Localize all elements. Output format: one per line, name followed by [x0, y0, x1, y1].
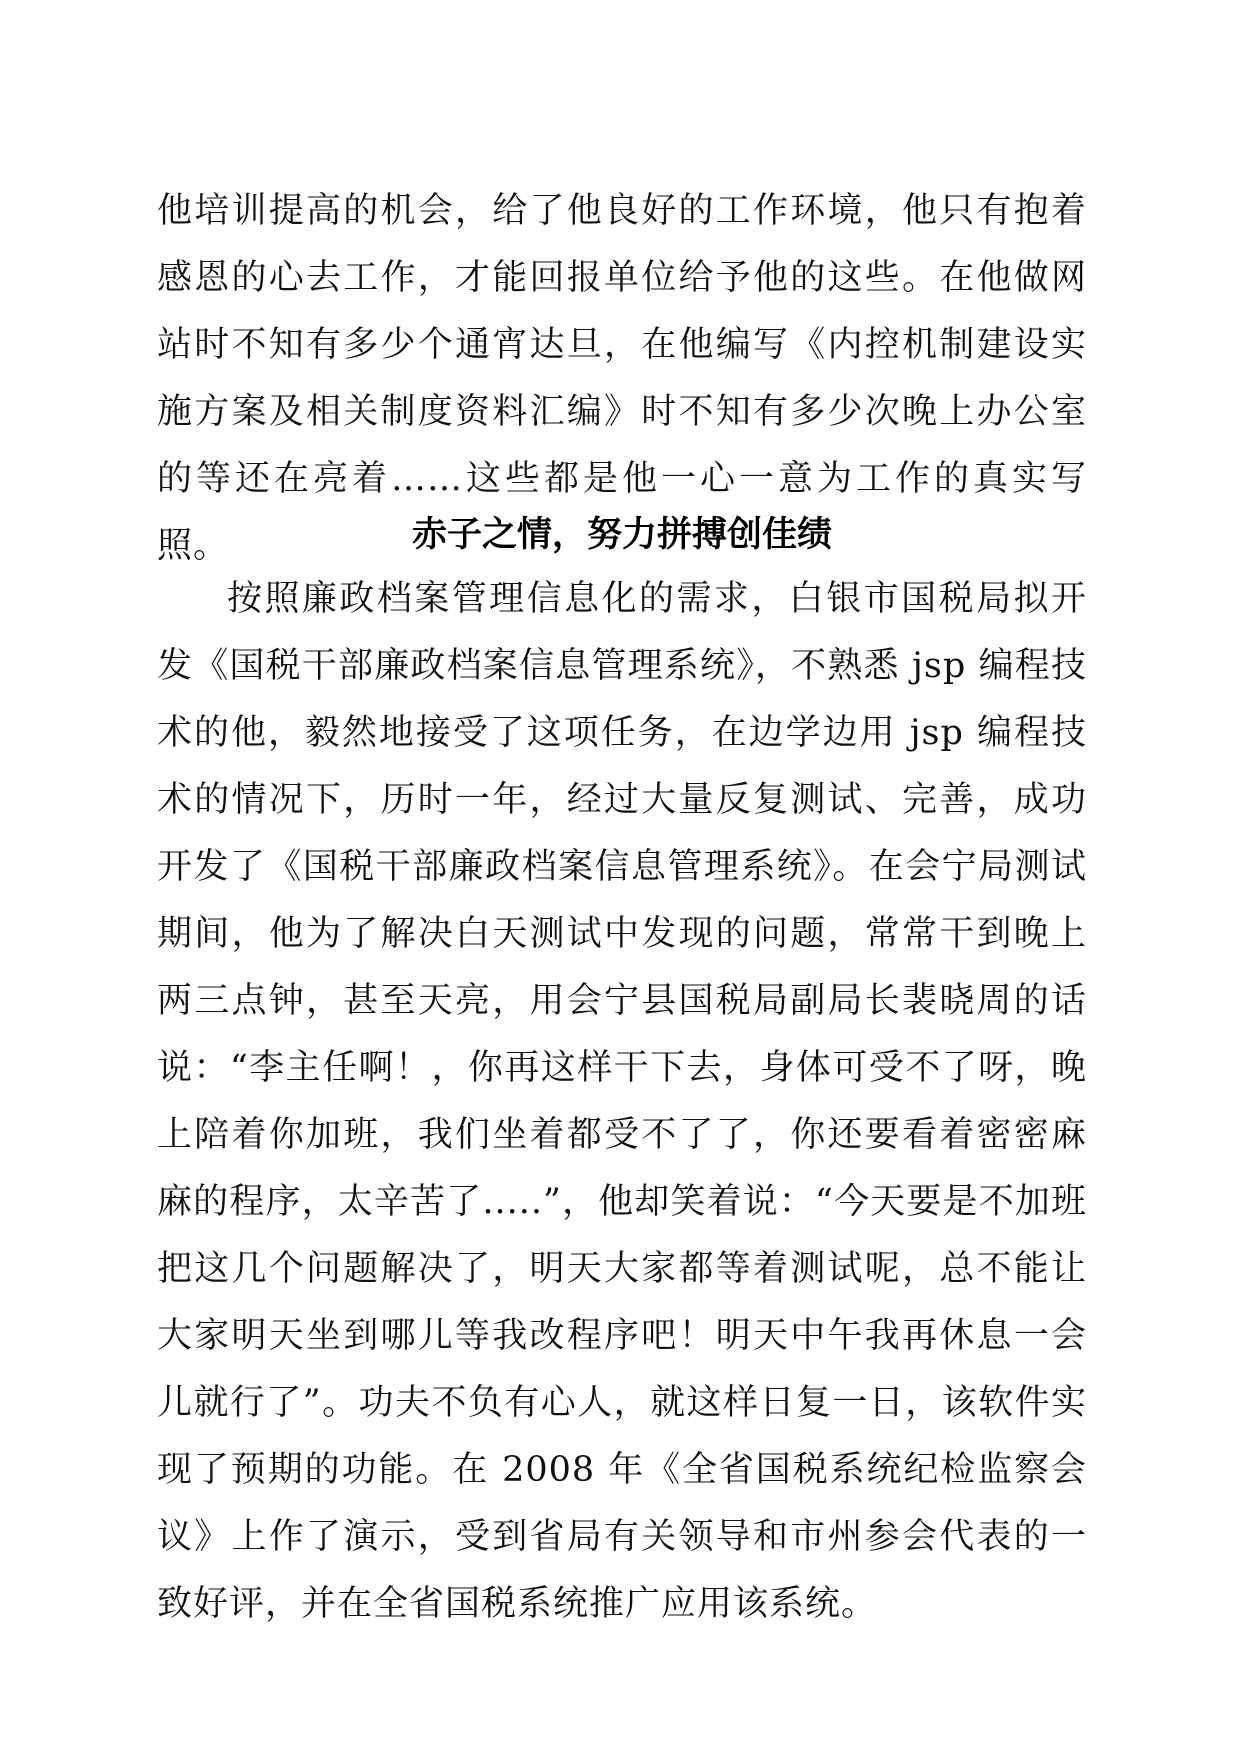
body-paragraph: 按照廉政档案管理信息化的需求，白银市国税局拟开发《国税干部廉政档案信息管理系统》，不熟悉 jsp 编程技术的他，毅然地接受了这项任务，在边学边用 jsp 编程技术的情况下，历时一年，经过大量反复测试、完善，成功开发了《国税干部廉政档案信息管理系统》。在会宁局测试期间，他为了解决白天测试中发现的问题，常常干到晚上两三点钟，甚至天亮，用会宁县国税局副局长裴晓周的话说：“李主任啊！，你再这样干下去，身体可受不了呀，晚上陪着你加班，我们坐着都受不了了，你还要看着密密麻麻的程序，太辛苦了.....”，他却笑着说：“今天要是不加班把这几个问题解决了，明天大家都等着测试呢，总不能让大家明天坐到哪儿等我改程序吧！明天中午我再休息一会儿就行了”。功夫不负有心人，就这样日复一日，该软件实现了预期的功能。在 2008 年《全省国税系统纪检监察会议》上作了演示，受到省局有关领导和市州参会代表的一致好评，并在全省国税系统推广应用该系统。: [157, 579, 1087, 1624]
section-heading: 赤子之情，努力拼搏创佳绩: [411, 515, 832, 555]
body-paragraph-continued: 他培训提高的机会，给了他良好的工作环境，他只有抱着感恩的心去工作，才能回报单位给予他的这些。在他做网站时不知有多少个通宵达旦，在他编写《内控机制建设实施方案及相关制度资料汇编》时不知有多少次晚上办公室的等还在亮着……这些都是他一心一意为工作的真实写照。: [157, 191, 1087, 566]
